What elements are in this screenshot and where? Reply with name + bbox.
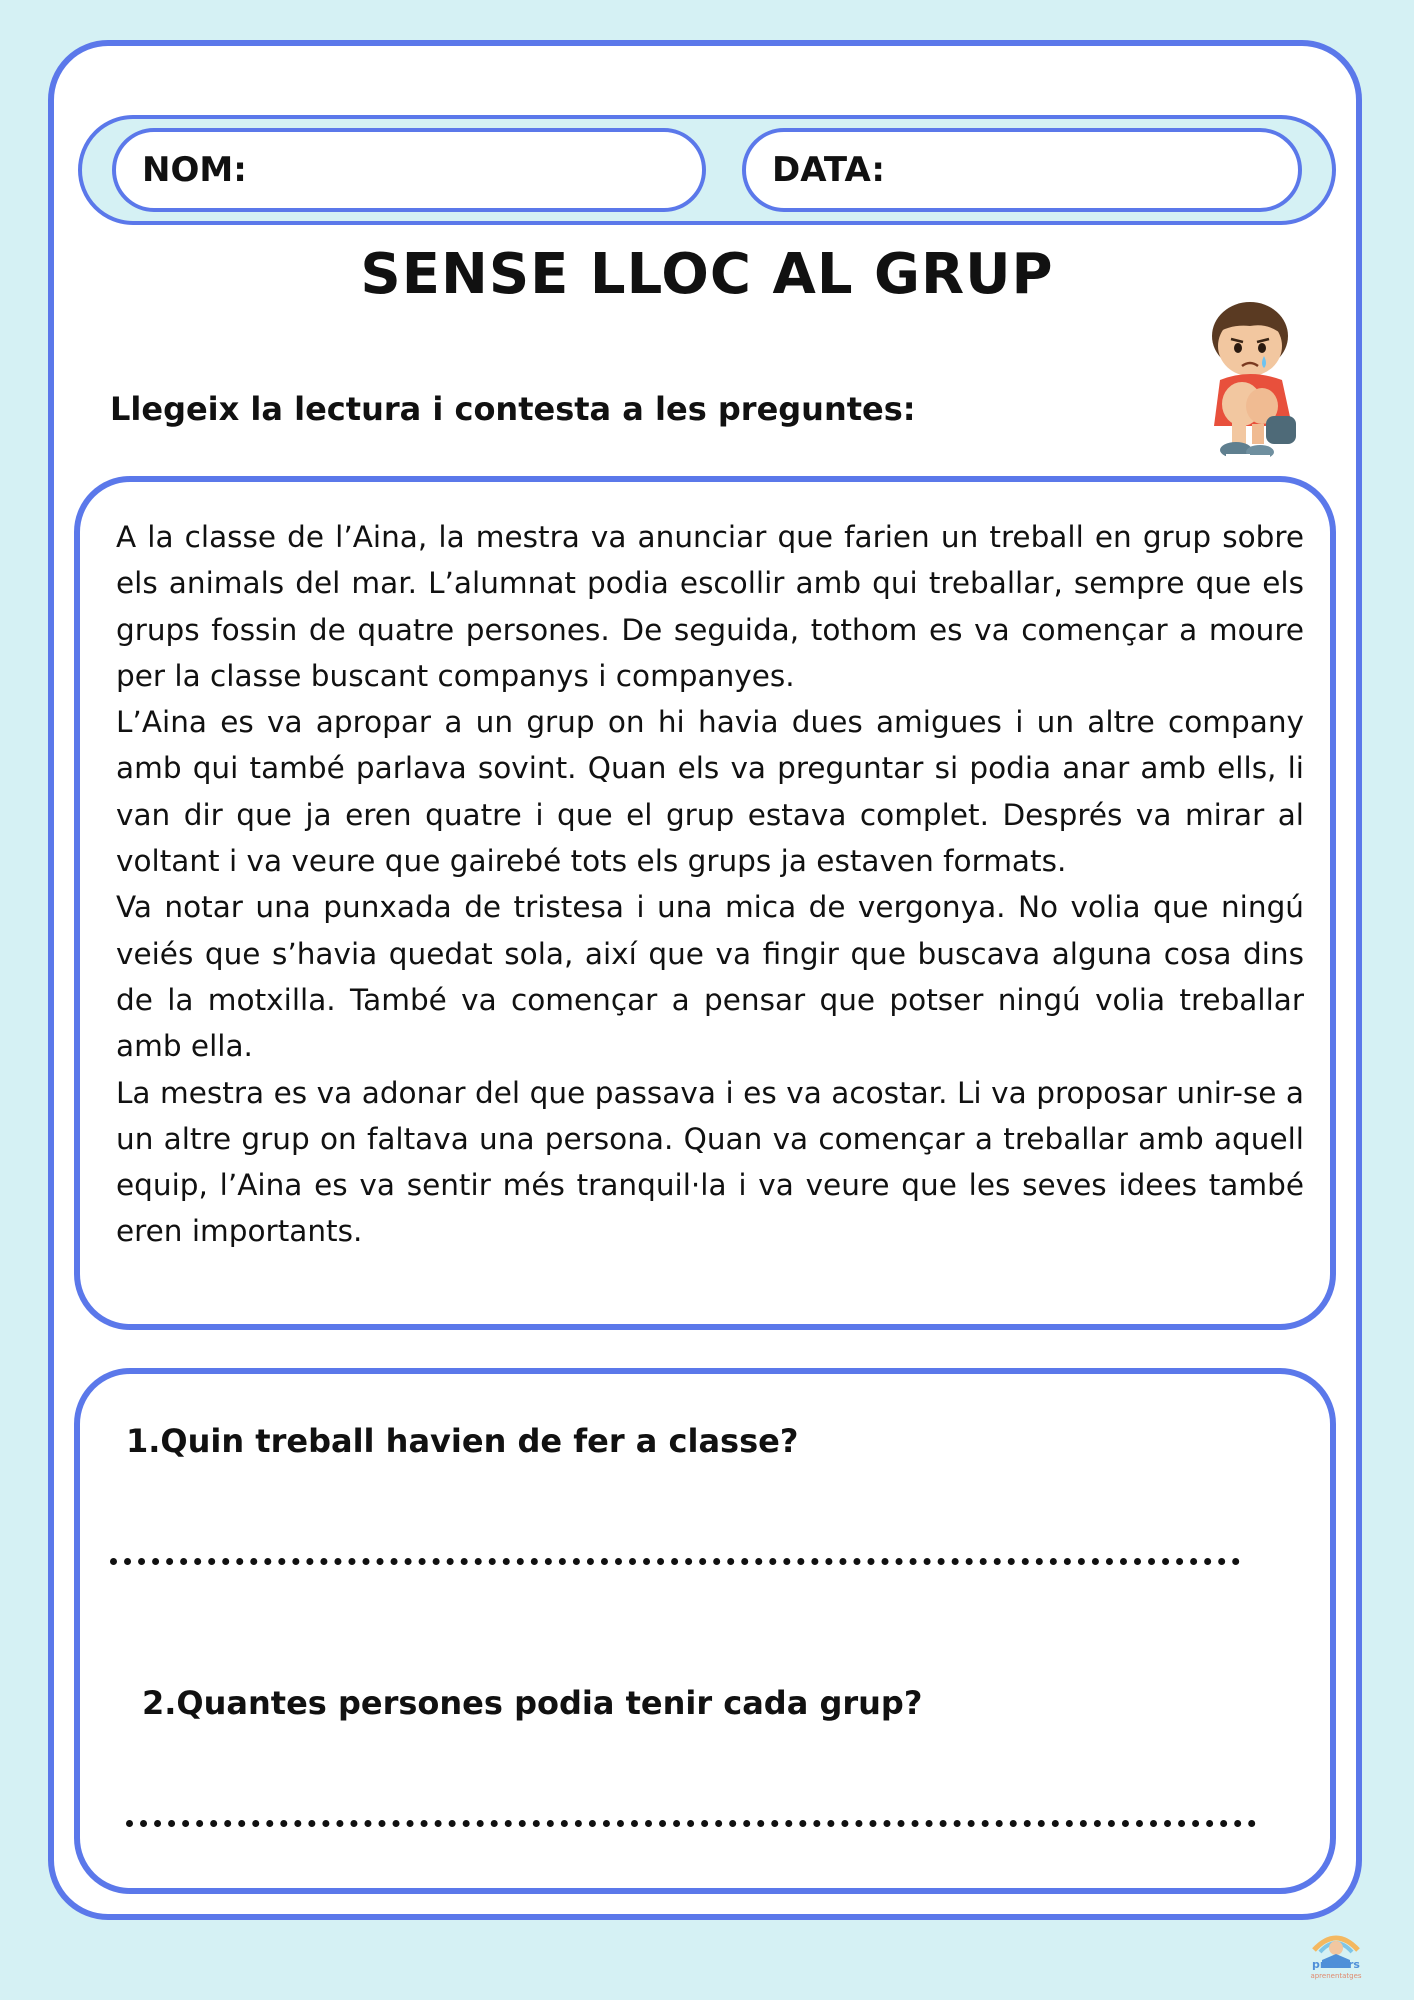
answer-line-2[interactable] xyxy=(126,1820,1256,1827)
page-title: SENSE LLOC AL GRUP xyxy=(360,242,1054,307)
logo-name: primers xyxy=(1312,1958,1360,1971)
question-1: 1.Quin treball havien de fer a classe? xyxy=(126,1422,799,1460)
reading-paragraph: A la classe de l’Aina, la mestra va anunciar que farien un treball en grup sobre els animals del mar. L’alumnat podia escollir amb qui treballar, sempre que els grups fossin de quatre persones. De seguida, tothom es va començar a moure per la classe buscant companys i companyes. xyxy=(116,520,1304,693)
name-label: NOM: xyxy=(142,150,247,190)
reading-box xyxy=(74,476,1336,1330)
name-field[interactable] xyxy=(112,128,706,212)
reading-paragraph: La mestra es va adonar del que passava i es va acostar. Li va proposar unir-se a un altre grup on faltava una persona. Quan va començar a treballar amb aquell equip, l’Aina es va sentir més tranquil·la i va veure que les seves idees també eren importants. xyxy=(116,1075,1304,1249)
answer-line-1[interactable] xyxy=(110,1558,1240,1565)
sad-boy-illustration xyxy=(1200,296,1310,464)
date-label: DATA: xyxy=(772,150,885,190)
reading-paragraph: L’Aina es va apropar a un grup on hi havia dues amigues i un altre company amb qui també parlava sovint. Quan els va preguntar si podia anar amb ells, li van dir que ja eren quatre i que el grup estava complet. Després va mirar al voltant i va veure que gairebé tots els grups ja estaven formats. xyxy=(116,705,1304,879)
instruction-text: Llegeix la lectura i contesta a les preguntes: xyxy=(110,390,916,428)
date-field[interactable] xyxy=(742,128,1302,212)
logo-subtitle: aprenentatges xyxy=(1310,1972,1362,1980)
question-2: 2.Quantes persones podia tenir cada grup? xyxy=(142,1684,923,1722)
reading-paragraph: Va notar una punxada de tristesa i una mica de vergonya. No volia que ningú veiés que s’havia quedat sola, així que va fingir que buscava alguna cosa dins de la motxilla. També va començar a pensar que potser ningú volia treballar amb ella. xyxy=(116,890,1304,1064)
